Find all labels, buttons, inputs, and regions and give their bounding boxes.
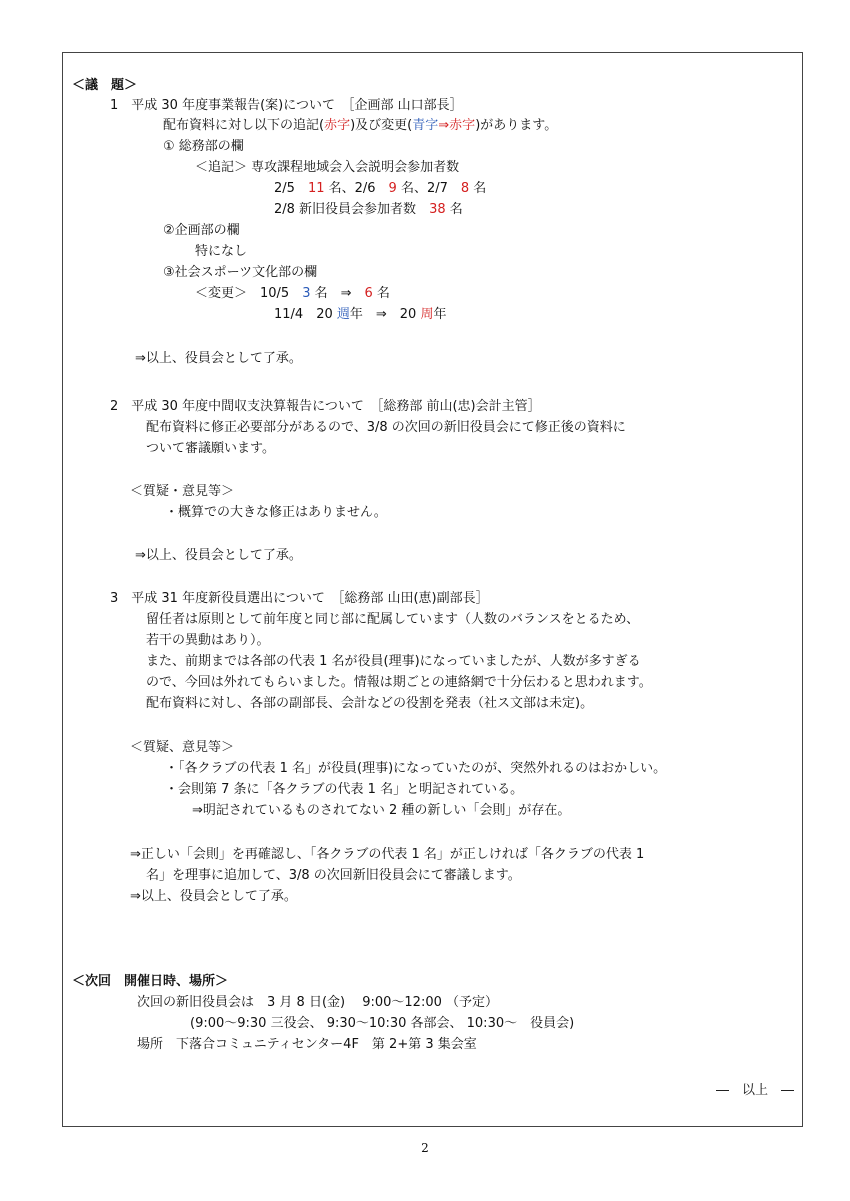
item3-body-line1: 留任者は原則として前年度と同じ部に配属しています（人数のバランスをとるため、 — [146, 612, 640, 627]
item1-title: 1 平成 30 年度事業報告(案)について ［企画部 山口部長］ — [110, 98, 463, 113]
item2-title: 2 平成 30 年度中間収支決算報告について ［総務部 前山(忠)会計主管］ — [110, 399, 541, 414]
agenda-heading: ＜議 題＞ — [72, 78, 138, 93]
item2-body-line2: ついて審議願います。 — [146, 441, 275, 456]
item1-section3-row1: ＜変更＞ 10/5 3 名 ⇒ 6 名 — [195, 286, 390, 301]
next-meeting-date: 次回の新旧役員会は 3 月 8 日(金) 9:00〜12:00 （予定） — [137, 995, 499, 1010]
item3-qa-item-3: ⇒明記されているものされてない 2 種の新しい「会則」が存在。 — [192, 803, 571, 818]
item1-section1-title: ① 総務部の欄 — [163, 139, 244, 154]
item3-conclusion-line1: ⇒正しい「会則」を再確認し、｢各クラブの代表 1 名」が正しければ「各クラブの代表 1 — [130, 847, 645, 862]
next-meeting-schedule: (9:00〜9:30 三役会、 9:30〜10:30 各部会、 10:30〜 役員会) — [190, 1016, 575, 1031]
item2-qa-item: ・概算での大きな修正はありません。 — [165, 505, 387, 520]
item1-section3-title: ③社会スポーツ文化部の欄 — [163, 265, 318, 280]
item3-qa-item-1: ・｢各クラブの代表 1 名」が役員(理事)になっていたのが、突然外れるのはおかしい。 — [165, 761, 667, 776]
item1-section1-label: ＜追記＞ 専攻課程地域会入会説明会参加者数 — [195, 160, 460, 175]
item3-body-line3: また、前期までは各部の代表 1 名が役員(理事)になっていましたが、人数が多すぎる — [146, 654, 641, 669]
item3-body-line5: 配布資料に対し、各部の副部長、会計などの役割を発表（社ス文部は未定)。 — [146, 696, 594, 711]
closing-mark: ― 以上 ― — [715, 1083, 794, 1098]
item3-qa-label: ＜質疑、意見等＞ — [130, 740, 235, 755]
item1-section3-row2: 11/4 20 週年 ⇒ 20 周年 — [274, 307, 447, 322]
item1-section2-body: 特になし — [195, 244, 248, 259]
item2-conclusion: ⇒以上、役員会として了承。 — [135, 548, 302, 563]
item3-qa-item-2: ・会則第 7 条に「各クラブの代表 1 名」と明記されている。 — [165, 782, 524, 797]
item1-conclusion: ⇒以上、役員会として了承。 — [135, 351, 302, 366]
next-meeting-location: 場所 下落合コミュニティセンター4F 第 2+第 3 集会室 — [137, 1037, 477, 1052]
item3-body-line2: 若干の異動はあり）。 — [146, 633, 270, 648]
page-number: 2 — [421, 1141, 429, 1155]
item1-section2-title: ②企画部の欄 — [163, 223, 240, 238]
item1-section1-row2: 2/8 新旧役員会参加者数 38 名 — [274, 202, 463, 217]
item1-section1-row1: 2/5 11 名、2/6 9 名、2/7 8 名 — [274, 181, 487, 196]
item2-body-line1: 配布資料に修正必要部分があるので、3/8 の次回の新旧役員会にて修正後の資料に — [146, 420, 626, 435]
item3-body-line4: ので、今回は外れてもらいました。情報は期ごとの連絡網で十分伝わると思われます。 — [146, 675, 652, 690]
item3-conclusion-line3: ⇒以上、役員会として了承。 — [130, 889, 297, 904]
item3-title: 3 平成 31 年度新役員選出について ［総務部 山田(恵)副部長］ — [110, 591, 489, 606]
item3-conclusion-line2: 名」を理事に追加して、3/8 の次回新旧役員会にて審議します。 — [146, 868, 521, 883]
item1-note: 配布資料に対し以下の追記(赤字)及び変更(青字⇒赤字)があります。 — [163, 118, 558, 133]
next-meeting-heading: ＜次回 開催日時、場所＞ — [72, 974, 229, 989]
item2-qa-label: ＜質疑・意見等＞ — [130, 484, 235, 499]
